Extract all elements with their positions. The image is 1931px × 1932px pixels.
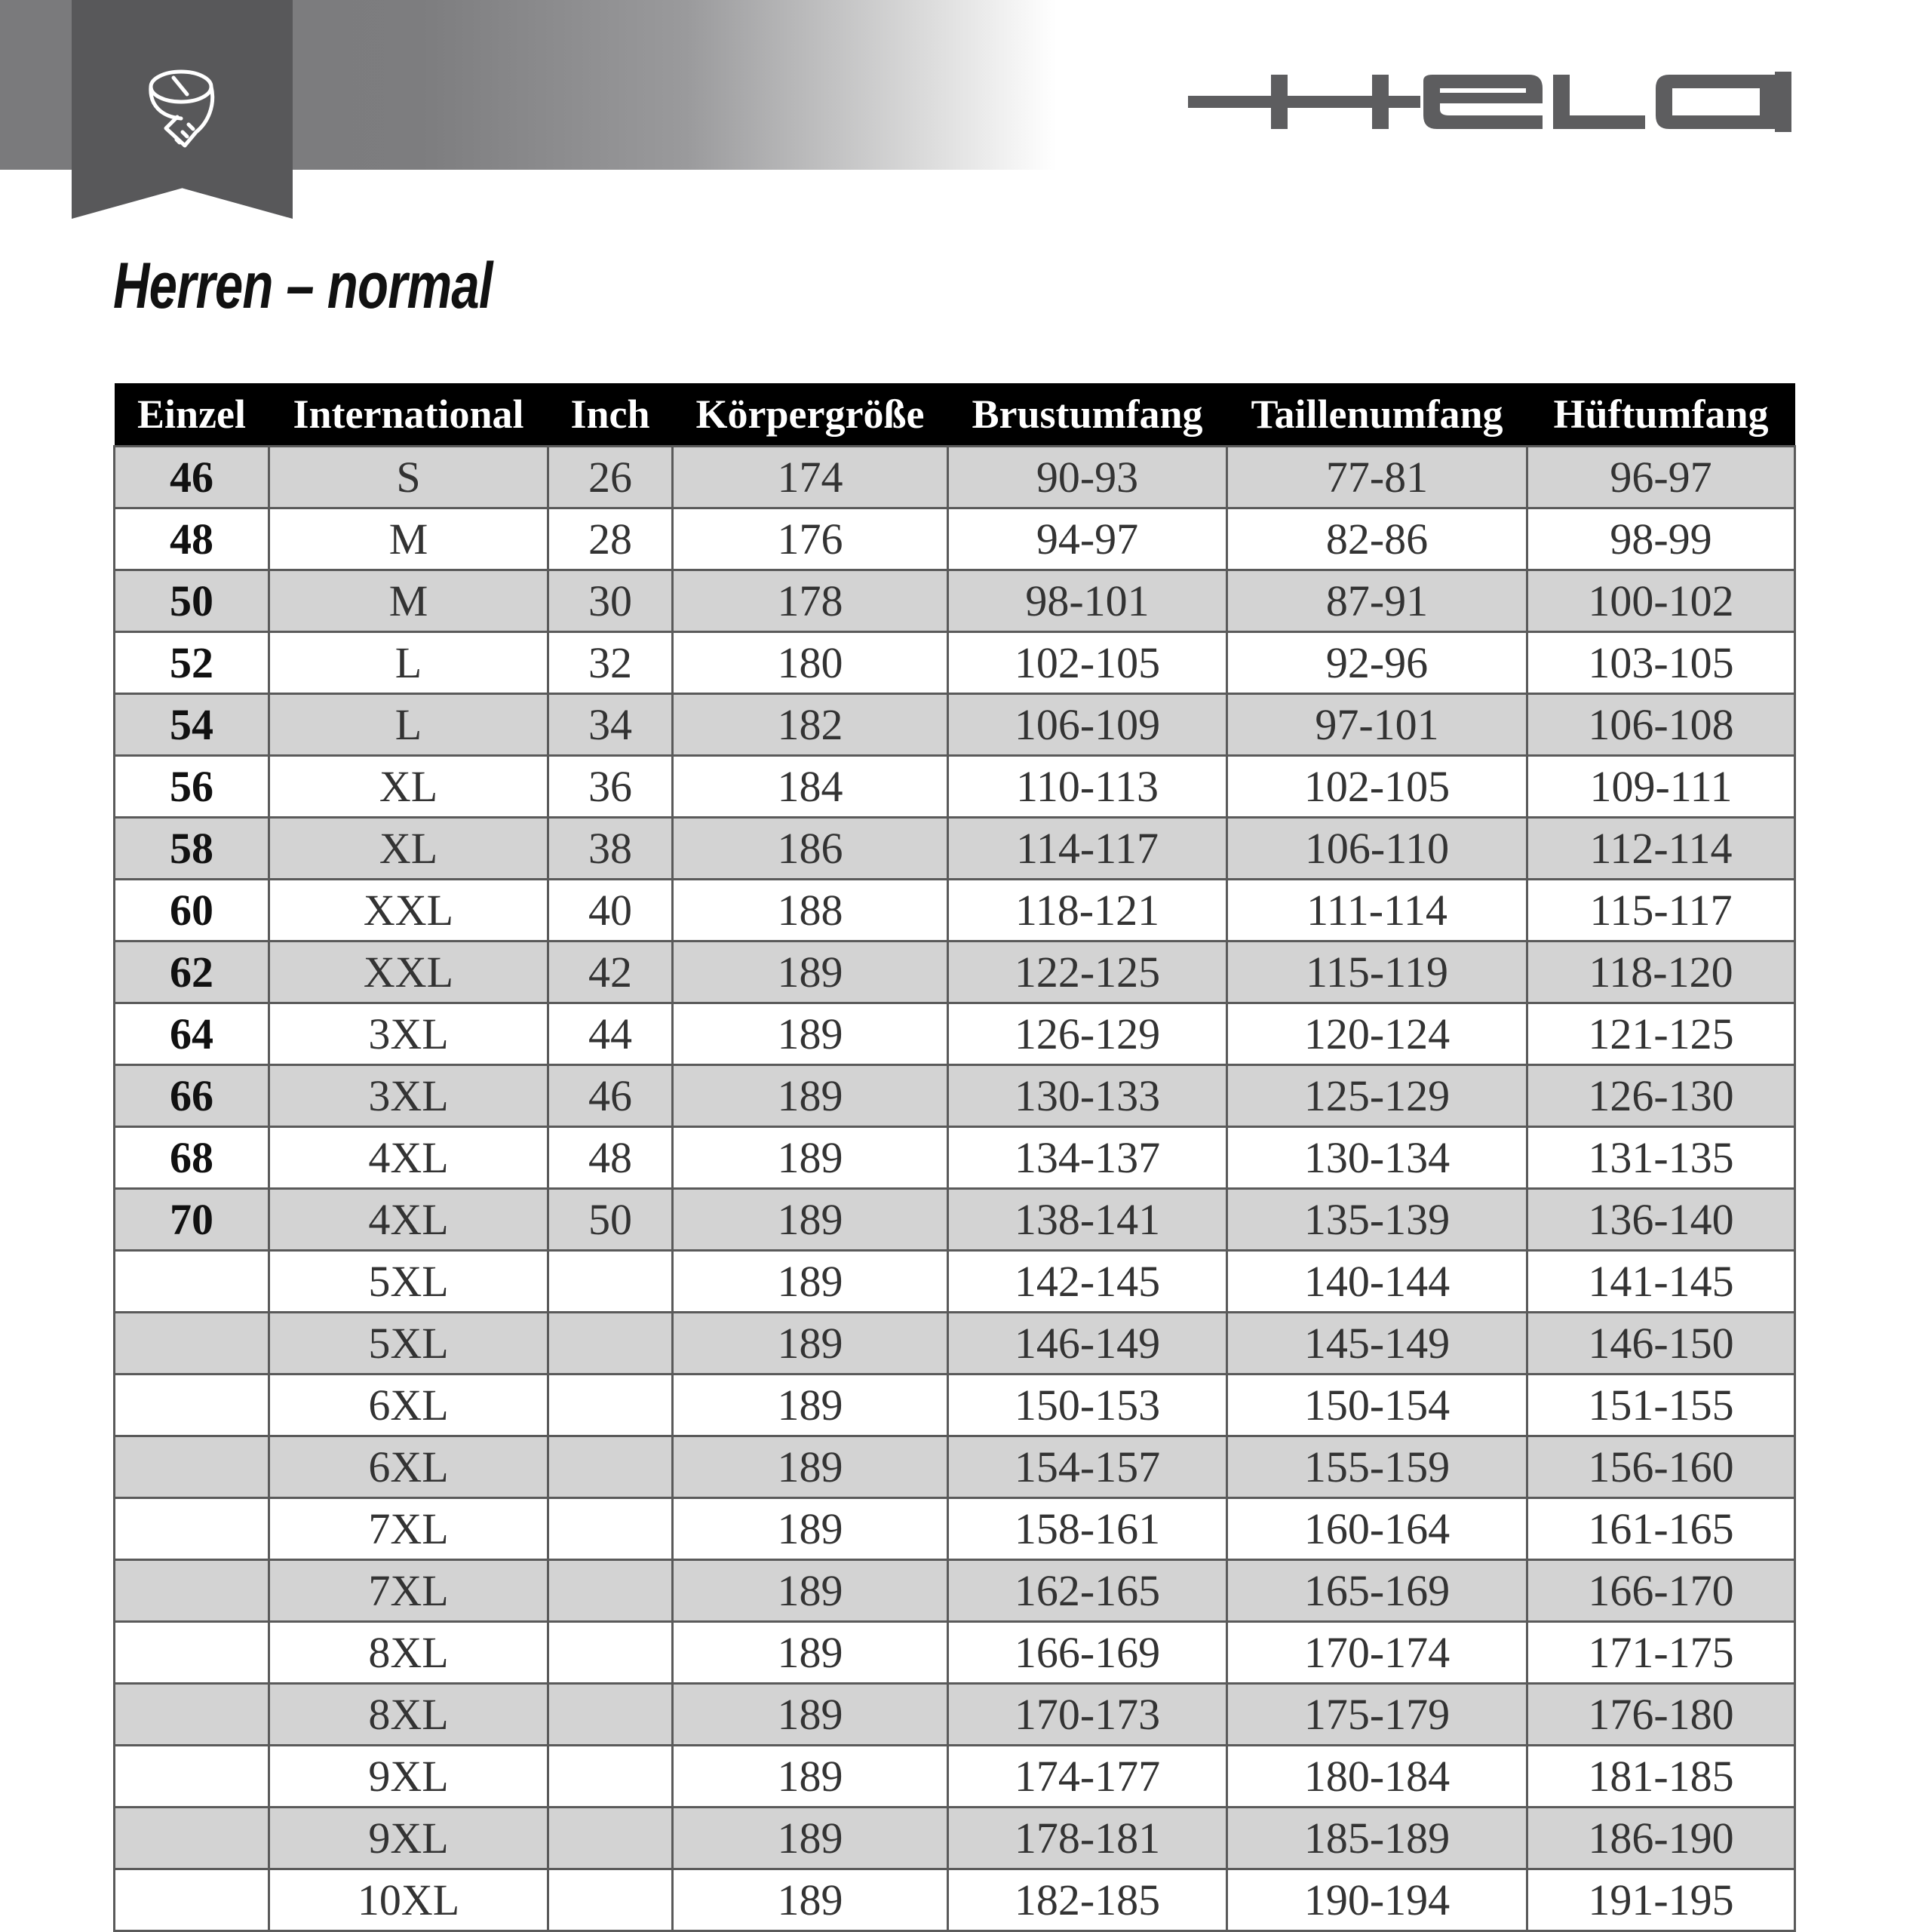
cell-einzel: [115, 1436, 269, 1498]
cell-international: 3XL: [269, 1065, 548, 1127]
table-row: [115, 756, 1795, 818]
cell-einzel: 52: [115, 632, 269, 694]
cell-inch: [548, 1869, 673, 1931]
cell-inch: [548, 1560, 673, 1622]
cell-taillenumfang: 150-154: [1227, 1375, 1527, 1436]
table-row: [115, 508, 1795, 570]
cell-taillenumfang: 165-169: [1227, 1560, 1527, 1622]
cell-international: M: [269, 508, 548, 570]
cell-koerpergroesse: 178: [673, 570, 948, 632]
table-row: [115, 632, 1795, 694]
cell-koerpergroesse: 186: [673, 818, 948, 880]
cell-hueftumfang: 118-120: [1527, 941, 1795, 1003]
cell-brustumfang: 118-121: [948, 880, 1227, 941]
cell-taillenumfang: 180-184: [1227, 1746, 1527, 1808]
cell-taillenumfang: 125-129: [1227, 1065, 1527, 1127]
cell-einzel: [115, 1498, 269, 1560]
cell-brustumfang: 98-101: [948, 570, 1227, 632]
cell-koerpergroesse: 189: [673, 1313, 948, 1375]
cell-hueftumfang: 146-150: [1527, 1313, 1795, 1375]
cell-brustumfang: 150-153: [948, 1375, 1227, 1436]
cell-koerpergroesse: 182: [673, 694, 948, 756]
cell-hueftumfang: 161-165: [1527, 1498, 1795, 1560]
cell-hueftumfang: 181-185: [1527, 1746, 1795, 1808]
cell-einzel: 48: [115, 508, 269, 570]
cell-brustumfang: 138-141: [948, 1189, 1227, 1251]
cell-koerpergroesse: 189: [673, 1003, 948, 1065]
cell-koerpergroesse: 189: [673, 1622, 948, 1684]
table-row: [115, 1684, 1795, 1746]
cell-einzel: 62: [115, 941, 269, 1003]
cell-inch: [548, 1808, 673, 1869]
cell-international: XL: [269, 756, 548, 818]
cell-koerpergroesse: 188: [673, 880, 948, 941]
cell-taillenumfang: 120-124: [1227, 1003, 1527, 1065]
cell-taillenumfang: 185-189: [1227, 1808, 1527, 1869]
cell-hueftumfang: 109-111: [1527, 756, 1795, 818]
cell-international: XL: [269, 818, 548, 880]
cell-taillenumfang: 130-134: [1227, 1127, 1527, 1189]
cell-inch: 48: [548, 1127, 673, 1189]
cell-hueftumfang: 96-97: [1527, 447, 1795, 508]
cell-einzel: [115, 1375, 269, 1436]
cell-einzel: 50: [115, 570, 269, 632]
table-header-row: [115, 383, 1795, 447]
cell-brustumfang: 178-181: [948, 1808, 1227, 1869]
cell-international: 7XL: [269, 1560, 548, 1622]
cell-brustumfang: 166-169: [948, 1622, 1227, 1684]
cell-einzel: 70: [115, 1189, 269, 1251]
column-header-inch: Inch: [548, 383, 673, 447]
cell-inch: [548, 1251, 673, 1313]
cell-inch: 44: [548, 1003, 673, 1065]
cell-einzel: 54: [115, 694, 269, 756]
cell-taillenumfang: 106-110: [1227, 818, 1527, 880]
size-chart-table: [113, 383, 1796, 1932]
cell-brustumfang: 154-157: [948, 1436, 1227, 1498]
cell-koerpergroesse: 189: [673, 1436, 948, 1498]
cell-hueftumfang: 136-140: [1527, 1189, 1795, 1251]
cell-koerpergroesse: 189: [673, 1375, 948, 1436]
cell-international: M: [269, 570, 548, 632]
cell-koerpergroesse: 189: [673, 1684, 948, 1746]
cell-taillenumfang: 111-114: [1227, 880, 1527, 941]
cell-brustumfang: 170-173: [948, 1684, 1227, 1746]
cell-hueftumfang: 171-175: [1527, 1622, 1795, 1684]
cell-inch: [548, 1684, 673, 1746]
cell-einzel: 56: [115, 756, 269, 818]
cell-hueftumfang: 176-180: [1527, 1684, 1795, 1746]
cell-inch: [548, 1746, 673, 1808]
cell-taillenumfang: 170-174: [1227, 1622, 1527, 1684]
table-row: [115, 1746, 1795, 1808]
cell-koerpergroesse: 189: [673, 1746, 948, 1808]
table-row: [115, 1498, 1795, 1560]
cell-hueftumfang: 98-99: [1527, 508, 1795, 570]
cell-koerpergroesse: 189: [673, 1808, 948, 1869]
cell-einzel: [115, 1251, 269, 1313]
column-header-einzel: Einzel: [115, 383, 269, 447]
cell-brustumfang: 122-125: [948, 941, 1227, 1003]
cell-taillenumfang: 155-159: [1227, 1436, 1527, 1498]
cell-brustumfang: 126-129: [948, 1003, 1227, 1065]
cell-inch: 46: [548, 1065, 673, 1127]
cell-einzel: [115, 1622, 269, 1684]
cell-brustumfang: 114-117: [948, 818, 1227, 880]
cell-inch: [548, 1498, 673, 1560]
cell-international: 8XL: [269, 1684, 548, 1746]
measuring-tape-icon: [143, 64, 226, 151]
cell-hueftumfang: 126-130: [1527, 1065, 1795, 1127]
cell-taillenumfang: 82-86: [1227, 508, 1527, 570]
cell-international: 6XL: [269, 1436, 548, 1498]
cell-koerpergroesse: 189: [673, 1127, 948, 1189]
column-header-international: International: [269, 383, 548, 447]
cell-hueftumfang: 191-195: [1527, 1869, 1795, 1931]
cell-koerpergroesse: 189: [673, 1065, 948, 1127]
cell-taillenumfang: 135-139: [1227, 1189, 1527, 1251]
table-row: [115, 1189, 1795, 1251]
column-header-brustumfang: Brustumfang: [948, 383, 1227, 447]
cell-einzel: 64: [115, 1003, 269, 1065]
cell-taillenumfang: 160-164: [1227, 1498, 1527, 1560]
cell-hueftumfang: 156-160: [1527, 1436, 1795, 1498]
table-row: [115, 1869, 1795, 1931]
cell-international: L: [269, 694, 548, 756]
cell-inch: [548, 1436, 673, 1498]
column-header-koerpergroesse: Körpergröße: [673, 383, 948, 447]
table-row: [115, 694, 1795, 756]
cell-einzel: 68: [115, 1127, 269, 1189]
cell-inch: 28: [548, 508, 673, 570]
column-header-hueftumfang: Hüftumfang: [1527, 383, 1795, 447]
cell-koerpergroesse: 184: [673, 756, 948, 818]
cell-taillenumfang: 145-149: [1227, 1313, 1527, 1375]
cell-hueftumfang: 186-190: [1527, 1808, 1795, 1869]
cell-international: XXL: [269, 941, 548, 1003]
cell-hueftumfang: 103-105: [1527, 632, 1795, 694]
cell-einzel: [115, 1684, 269, 1746]
cell-koerpergroesse: 189: [673, 1869, 948, 1931]
cell-einzel: [115, 1313, 269, 1375]
cell-international: 5XL: [269, 1313, 548, 1375]
cell-brustumfang: 174-177: [948, 1746, 1227, 1808]
cell-hueftumfang: 121-125: [1527, 1003, 1795, 1065]
cell-einzel: [115, 1808, 269, 1869]
cell-inch: 34: [548, 694, 673, 756]
cell-inch: 30: [548, 570, 673, 632]
cell-koerpergroesse: 189: [673, 1498, 948, 1560]
cell-koerpergroesse: 189: [673, 941, 948, 1003]
cell-brustumfang: 158-161: [948, 1498, 1227, 1560]
cell-hueftumfang: 106-108: [1527, 694, 1795, 756]
cell-taillenumfang: 102-105: [1227, 756, 1527, 818]
cell-hueftumfang: 131-135: [1527, 1127, 1795, 1189]
cell-hueftumfang: 141-145: [1527, 1251, 1795, 1313]
cell-hueftumfang: 100-102: [1527, 570, 1795, 632]
cell-inch: 50: [548, 1189, 673, 1251]
cell-international: L: [269, 632, 548, 694]
cell-inch: 42: [548, 941, 673, 1003]
table-row: [115, 1375, 1795, 1436]
cell-international: 9XL: [269, 1808, 548, 1869]
table-row: [115, 1808, 1795, 1869]
cell-brustumfang: 142-145: [948, 1251, 1227, 1313]
cell-taillenumfang: 92-96: [1227, 632, 1527, 694]
table-row: [115, 1251, 1795, 1313]
table-row: [115, 1127, 1795, 1189]
cell-einzel: 46: [115, 447, 269, 508]
cell-international: 8XL: [269, 1622, 548, 1684]
column-header-taillenumfang: Taillenumfang: [1227, 383, 1527, 447]
cell-taillenumfang: 175-179: [1227, 1684, 1527, 1746]
cell-taillenumfang: 115-119: [1227, 941, 1527, 1003]
cell-international: S: [269, 447, 548, 508]
table-row: [115, 1560, 1795, 1622]
cell-international: 3XL: [269, 1003, 548, 1065]
table-body: [115, 447, 1795, 1931]
cell-taillenumfang: 97-101: [1227, 694, 1527, 756]
cell-hueftumfang: 115-117: [1527, 880, 1795, 941]
table-row: [115, 880, 1795, 941]
cell-inch: 26: [548, 447, 673, 508]
cell-taillenumfang: 140-144: [1227, 1251, 1527, 1313]
cell-einzel: 66: [115, 1065, 269, 1127]
table-row: [115, 941, 1795, 1003]
cell-taillenumfang: 77-81: [1227, 447, 1527, 508]
cell-hueftumfang: 151-155: [1527, 1375, 1795, 1436]
cell-international: 10XL: [269, 1869, 548, 1931]
cell-international: 5XL: [269, 1251, 548, 1313]
cell-international: 6XL: [269, 1375, 548, 1436]
cell-brustumfang: 130-133: [948, 1065, 1227, 1127]
cell-einzel: [115, 1560, 269, 1622]
cell-international: 4XL: [269, 1127, 548, 1189]
cell-hueftumfang: 112-114: [1527, 818, 1795, 880]
cell-brustumfang: 106-109: [948, 694, 1227, 756]
cell-brustumfang: 110-113: [948, 756, 1227, 818]
cell-inch: 40: [548, 880, 673, 941]
table-row: [115, 1622, 1795, 1684]
cell-international: 7XL: [269, 1498, 548, 1560]
cell-hueftumfang: 166-170: [1527, 1560, 1795, 1622]
cell-koerpergroesse: 174: [673, 447, 948, 508]
table-row: [115, 1436, 1795, 1498]
cell-einzel: 60: [115, 880, 269, 941]
cell-inch: [548, 1313, 673, 1375]
cell-brustumfang: 102-105: [948, 632, 1227, 694]
table-row: [115, 1313, 1795, 1375]
cell-koerpergroesse: 176: [673, 508, 948, 570]
cell-brustumfang: 182-185: [948, 1869, 1227, 1931]
cell-einzel: [115, 1869, 269, 1931]
cell-brustumfang: 90-93: [948, 447, 1227, 508]
cell-brustumfang: 146-149: [948, 1313, 1227, 1375]
cell-inch: 36: [548, 756, 673, 818]
cell-taillenumfang: 190-194: [1227, 1869, 1527, 1931]
cell-inch: 32: [548, 632, 673, 694]
table-row: [115, 818, 1795, 880]
cell-koerpergroesse: 180: [673, 632, 948, 694]
cell-taillenumfang: 87-91: [1227, 570, 1527, 632]
cell-brustumfang: 134-137: [948, 1127, 1227, 1189]
cell-inch: [548, 1375, 673, 1436]
cell-brustumfang: 162-165: [948, 1560, 1227, 1622]
cell-koerpergroesse: 189: [673, 1189, 948, 1251]
table-row: [115, 1003, 1795, 1065]
table-row: [115, 447, 1795, 508]
table-row: [115, 570, 1795, 632]
cell-koerpergroesse: 189: [673, 1560, 948, 1622]
cell-international: XXL: [269, 880, 548, 941]
cell-inch: [548, 1622, 673, 1684]
cell-inch: 38: [548, 818, 673, 880]
cell-einzel: 58: [115, 818, 269, 880]
cell-einzel: [115, 1746, 269, 1808]
cell-international: 9XL: [269, 1746, 548, 1808]
cell-international: 4XL: [269, 1189, 548, 1251]
held-logo: [1188, 72, 1791, 132]
cell-brustumfang: 94-97: [948, 508, 1227, 570]
cell-koerpergroesse: 189: [673, 1251, 948, 1313]
table-row: [115, 1065, 1795, 1127]
page-title: Herren – normal: [113, 250, 493, 322]
